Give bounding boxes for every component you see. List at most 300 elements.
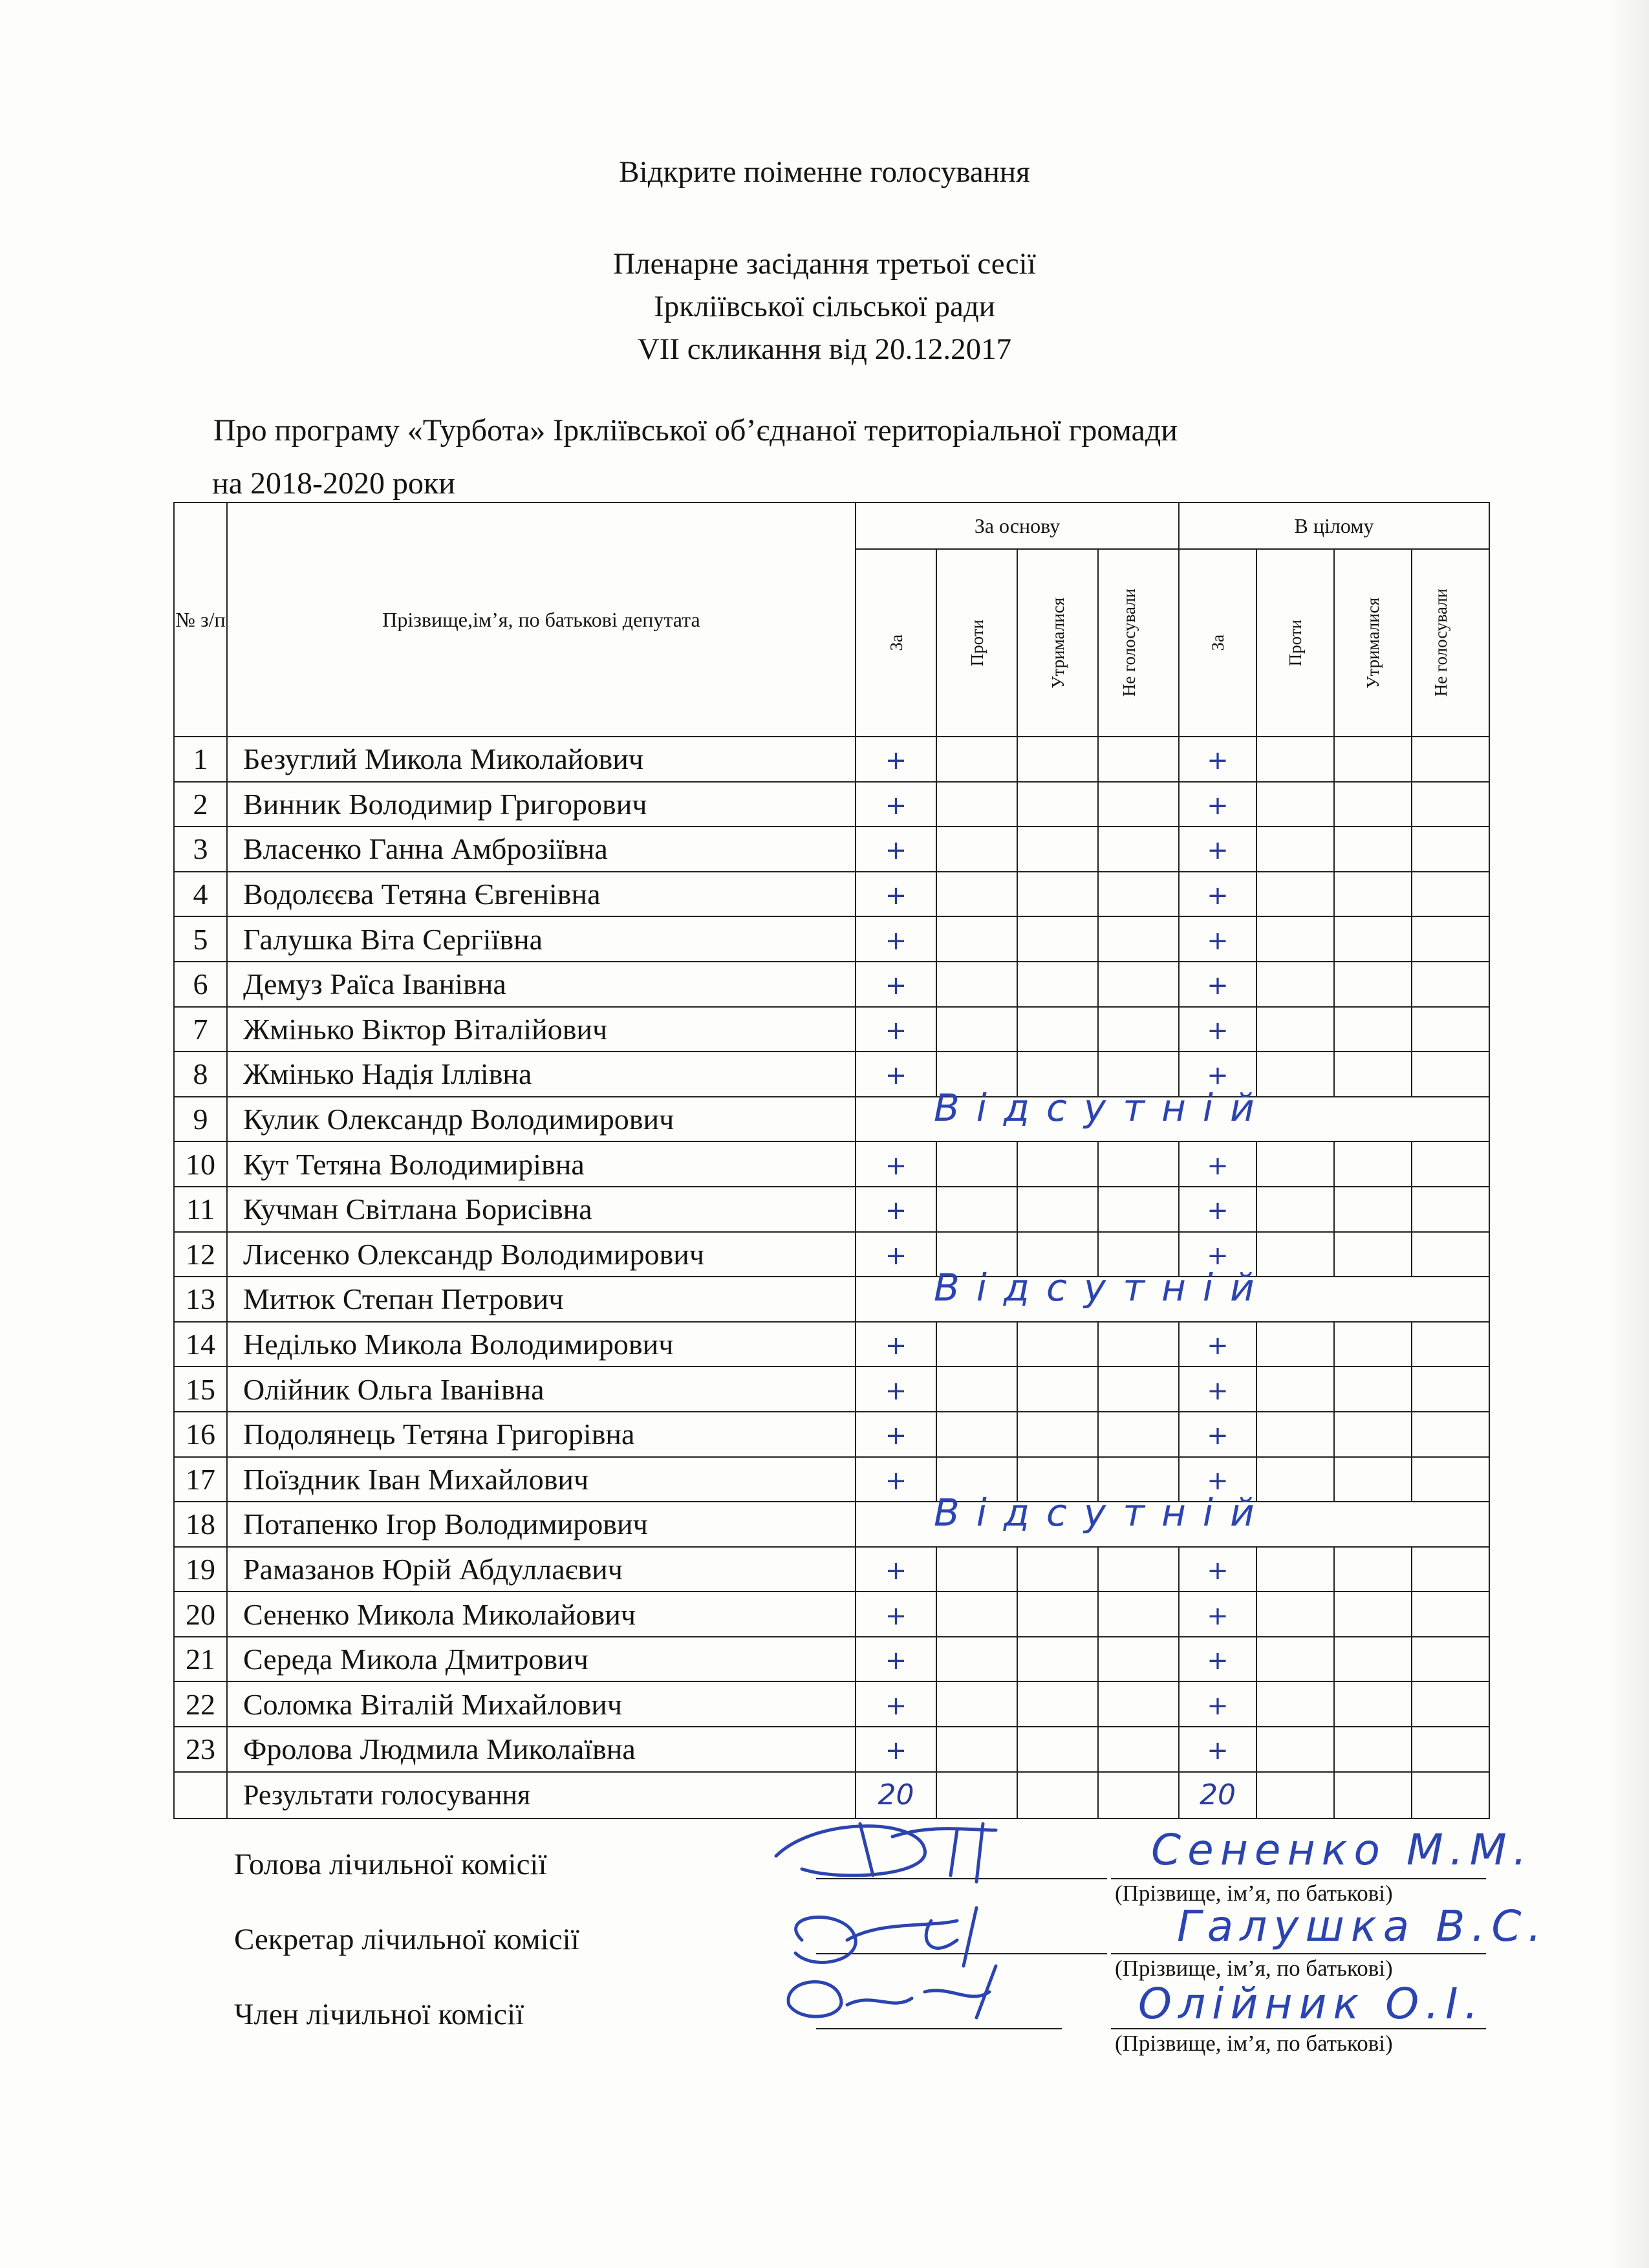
vote-cell-whole: [1334, 1187, 1412, 1232]
vote-cell-whole: [1412, 962, 1489, 1007]
subheader-label: Проти: [967, 619, 987, 667]
vote-cell-whole: [1256, 1637, 1334, 1682]
vote-cell-basis: [936, 1322, 1017, 1367]
vote-cell-whole: [1334, 1412, 1412, 1457]
vote-cell-whole: [1334, 737, 1412, 782]
vote-cell-whole: [1256, 1727, 1334, 1772]
signature-marks: [763, 1811, 1125, 2024]
vote-cell-whole: [1334, 1547, 1412, 1592]
vote-cell-basis: [856, 1547, 936, 1592]
absent-cell: [856, 1085, 1489, 1142]
member-signature: [788, 1966, 996, 2018]
vote-cell-whole: [1256, 916, 1334, 962]
deputy-name: Неділько Микола Володимирович: [227, 1322, 856, 1367]
secretary-name-handwritten: Галушка В.С.: [1177, 1901, 1548, 1951]
vote-cell-basis: [1017, 1187, 1098, 1232]
vote-plus-mark: +: [885, 881, 907, 911]
vote-plus-mark: +: [885, 1150, 907, 1181]
vote-cell-basis: [1017, 1547, 1098, 1592]
vote-cell-basis: [856, 1007, 936, 1052]
member-label: Член лічильної комісії: [234, 1998, 524, 2031]
vote-cell-whole: [1412, 1232, 1489, 1277]
results-cell: [1334, 1772, 1412, 1819]
vote-cell-basis: [936, 782, 1017, 827]
vote-plus-mark: +: [1207, 1601, 1229, 1631]
vote-cell-basis: [936, 1007, 1017, 1052]
row-number: 4: [174, 872, 227, 917]
vote-plus-mark: +: [1207, 1646, 1229, 1676]
deputy-name: Олійник Ольга Іванівна: [227, 1366, 856, 1412]
subheader-basis-3: [1098, 549, 1179, 737]
table-row: [174, 1412, 1489, 1457]
row-number: 22: [174, 1681, 227, 1727]
vote-cell-basis: [1017, 1592, 1098, 1637]
absent-cell: [856, 1266, 1489, 1322]
vote-plus-mark: +: [1207, 925, 1229, 956]
vote-plus-mark: +: [1207, 1465, 1229, 1496]
vote-cell-basis: [1098, 826, 1179, 872]
vote-cell-whole: [1256, 962, 1334, 1007]
vote-plus-mark: +: [885, 925, 907, 956]
secretary-signature: [795, 1908, 976, 1966]
vote-cell-whole: [1179, 1547, 1256, 1592]
vote-plus-mark: +: [885, 1015, 907, 1046]
vote-plus-mark: +: [1207, 836, 1229, 866]
row-number: 1: [174, 737, 227, 782]
vote-plus-mark: +: [1207, 1240, 1229, 1271]
absent-cell: [856, 1491, 1489, 1547]
vote-cell-whole: [1256, 1412, 1334, 1457]
subheader-whole-1: [1256, 549, 1334, 737]
session-line: Пленарне засідання третьої сесії: [613, 247, 1036, 281]
absent-mark: Відсутній: [934, 1491, 1271, 1535]
vote-cell-whole: [1256, 1592, 1334, 1637]
table-row: [174, 1502, 1489, 1547]
subheader-label: Утрималися: [1048, 597, 1068, 689]
vote-cell-whole: [1334, 1637, 1412, 1682]
vote-cell-basis: [1098, 1681, 1179, 1727]
vote-cell-whole: [1179, 737, 1256, 782]
vote-cell-basis: [936, 916, 1017, 962]
vote-cell-whole: [1256, 1547, 1334, 1592]
table-row: [174, 916, 1489, 962]
row-number: 11: [174, 1187, 227, 1232]
vote-cell-basis: [856, 1592, 936, 1637]
vote-cell-whole: [1334, 1366, 1412, 1412]
vote-cell-whole: [1179, 826, 1256, 872]
deputy-name: Водолєєва Тетяна Євгенівна: [227, 872, 856, 917]
vote-cell-whole: [1412, 782, 1489, 827]
vote-plus-mark: +: [885, 971, 907, 1001]
vote-cell-whole: [1334, 1007, 1412, 1052]
vote-plus-mark: +: [885, 1376, 907, 1406]
vote-cell-whole: [1256, 1141, 1334, 1187]
subheader-whole-0: [1179, 549, 1256, 737]
row-number: 16: [174, 1412, 227, 1457]
column-name-header: Прізвище,ім’я, по батькові депутата: [227, 502, 856, 737]
row-number: 18: [174, 1502, 227, 1547]
table-row: [174, 1052, 1489, 1097]
vote-cell-basis: [856, 782, 936, 827]
table-row: [174, 1007, 1489, 1052]
vote-cell-basis: [936, 1141, 1017, 1187]
vote-cell-basis: [1017, 826, 1098, 872]
vote-cell-whole: [1412, 737, 1489, 782]
vote-cell-basis: [856, 1366, 936, 1412]
council-line: Ірклiївської сільської ради: [654, 290, 995, 323]
vote-cell-whole: [1334, 1727, 1412, 1772]
vote-plus-mark: +: [885, 1555, 907, 1586]
vote-cell-basis: [856, 872, 936, 917]
vote-cell-basis: [1098, 1322, 1179, 1367]
vote-cell-basis: [1098, 1547, 1179, 1592]
vote-cell-whole: [1412, 1681, 1489, 1727]
vote-cell-whole: [1256, 1322, 1334, 1367]
vote-cell-whole: [1412, 1547, 1489, 1592]
vote-cell-basis: [936, 1592, 1017, 1637]
vote-plus-mark: +: [1207, 1555, 1229, 1586]
vote-cell-basis: [856, 826, 936, 872]
vote-cell-whole: [1334, 1681, 1412, 1727]
row-number: 20: [174, 1592, 227, 1637]
vote-cell-whole: [1412, 1457, 1489, 1502]
vote-cell-whole: [1412, 826, 1489, 872]
vote-cell-basis: [1017, 1007, 1098, 1052]
vote-plus-mark: +: [1207, 1015, 1229, 1046]
row-number: 13: [174, 1277, 227, 1322]
vote-plus-mark: +: [1207, 746, 1229, 776]
table-row: [174, 1097, 1489, 1142]
chair-signature: [776, 1824, 996, 1882]
vote-plus-mark: +: [1207, 1061, 1229, 1091]
vote-plus-mark: +: [1207, 1736, 1229, 1766]
vote-cell-whole: [1179, 1322, 1256, 1367]
subheader-label: Не голосували: [1431, 589, 1451, 697]
vote-cell-whole: [1179, 962, 1256, 1007]
vote-cell-basis: [936, 872, 1017, 917]
secretary-caption: (Прізвище, ім’я, по батькові): [1115, 1956, 1393, 1981]
vote-cell-basis: [1017, 1141, 1098, 1187]
vote-plus-mark: +: [885, 790, 907, 821]
vote-cell-basis: [1098, 782, 1179, 827]
vote-plus-mark: +: [885, 836, 907, 866]
row-number: 10: [174, 1141, 227, 1187]
vote-plus-mark: +: [1207, 1690, 1229, 1721]
vote-cell-whole: [1256, 1187, 1334, 1232]
vote-cell-whole: [1256, 737, 1334, 782]
vote-cell-whole: [1179, 1412, 1256, 1457]
subheader-whole-3: [1412, 549, 1489, 737]
vote-plus-mark: +: [1207, 1331, 1229, 1361]
deputy-name: Соломка Віталій Михайлович: [227, 1681, 856, 1727]
vote-cell-basis: [1098, 1637, 1179, 1682]
table-row: [174, 1681, 1489, 1727]
vote-cell-basis: [1098, 1412, 1179, 1457]
subheader-label: Не голосували: [1119, 589, 1139, 697]
vote-cell-basis: [856, 1637, 936, 1682]
vote-cell-whole: [1334, 1457, 1412, 1502]
group-basis-header: За основу: [856, 502, 1179, 549]
scan-edge-shadow: [1605, 0, 1649, 2268]
vote-plus-mark: +: [885, 746, 907, 776]
subject-line: Про програму «Турбота» Ірклiївської об’єднаної територіальної громади: [213, 413, 1178, 448]
vote-cell-basis: [936, 962, 1017, 1007]
absent-mark: Відсутній: [934, 1266, 1271, 1310]
vote-cell-whole: [1179, 1681, 1256, 1727]
vote-cell-whole: [1256, 1366, 1334, 1412]
voting-table: [173, 502, 1490, 1819]
vote-cell-whole: [1256, 782, 1334, 827]
deputy-name: Демуз Раїса Іванівна: [227, 962, 856, 1007]
vote-cell-whole: [1412, 1727, 1489, 1772]
vote-cell-basis: [856, 1322, 936, 1367]
member-signature-line: [816, 2028, 1062, 2029]
vote-cell-basis: [1017, 962, 1098, 1007]
chair-label: Голова лічильної комісії: [234, 1848, 547, 1881]
vote-cell-basis: [1098, 1592, 1179, 1637]
subheader-label: Утрималися: [1363, 597, 1383, 689]
vote-cell-basis: [856, 916, 936, 962]
vote-cell-basis: [936, 1366, 1017, 1412]
results-cell: [1412, 1772, 1489, 1819]
deputy-name: Потапенко Ігор Володимирович: [227, 1502, 856, 1547]
row-number: 8: [174, 1052, 227, 1097]
table-row: [174, 1187, 1489, 1232]
deputy-name: Сененко Микола Миколайович: [227, 1592, 856, 1637]
row-number: 15: [174, 1366, 227, 1412]
row-number: 14: [174, 1322, 227, 1367]
table-row: [174, 1366, 1489, 1412]
convocation-date-line: VII скликання від 20.12.2017: [637, 332, 1012, 366]
table-row: [174, 826, 1489, 872]
vote-cell-whole: [1334, 826, 1412, 872]
secretary-label: Секретар лічильної комісії: [234, 1923, 579, 1956]
vote-cell-whole: [1179, 1141, 1256, 1187]
deputy-name: Кулик Олександр Володимирович: [227, 1097, 856, 1142]
vote-plus-mark: +: [885, 1465, 907, 1496]
table-row: [174, 1727, 1489, 1772]
member-name-handwritten: Олійник О.І.: [1138, 1979, 1485, 2029]
vote-cell-basis: [1098, 1141, 1179, 1187]
member-caption: (Прізвище, ім’я, по батькові): [1115, 2031, 1393, 2056]
table-row: [174, 737, 1489, 782]
deputy-name: Жмінько Віктор Віталійович: [227, 1007, 856, 1052]
row-number: 2: [174, 782, 227, 827]
row-number: 6: [174, 962, 227, 1007]
vote-plus-mark: +: [885, 1736, 907, 1766]
table-row: [174, 1592, 1489, 1637]
vote-cell-whole: [1412, 1592, 1489, 1637]
vote-cell-whole: [1412, 1052, 1489, 1097]
vote-cell-basis: [1017, 1412, 1098, 1457]
table-row: [174, 1141, 1489, 1187]
table-row: [174, 962, 1489, 1007]
deputy-name: Рамазанов Юрій Абдуллаєвич: [227, 1547, 856, 1592]
subheader-basis-2: [1017, 549, 1098, 737]
vote-cell-basis: [1098, 872, 1179, 917]
vote-cell-basis: [1017, 916, 1098, 962]
vote-cell-basis: [936, 1637, 1017, 1682]
vote-cell-basis: [856, 1457, 936, 1502]
vote-cell-whole: [1412, 1007, 1489, 1052]
vote-cell-basis: [936, 826, 1017, 872]
row-number: 7: [174, 1007, 227, 1052]
vote-cell-whole: [1256, 1007, 1334, 1052]
vote-cell-whole: [1412, 1141, 1489, 1187]
vote-cell-whole: [1179, 1592, 1256, 1637]
vote-cell-basis: [936, 1681, 1017, 1727]
vote-cell-whole: [1334, 1141, 1412, 1187]
deputy-name: Подолянець Тетяна Григорівна: [227, 1412, 856, 1457]
vote-cell-basis: [1098, 1007, 1179, 1052]
deputy-name: Митюк Степан Петрович: [227, 1277, 856, 1322]
vote-plus-mark: +: [885, 1601, 907, 1631]
vote-plus-mark: +: [885, 1690, 907, 1721]
vote-cell-basis: [856, 737, 936, 782]
vote-cell-basis: [1098, 916, 1179, 962]
vote-cell-whole: [1412, 1366, 1489, 1412]
vote-cell-whole: [1256, 826, 1334, 872]
vote-cell-whole: [1179, 1637, 1256, 1682]
vote-cell-whole: [1256, 872, 1334, 917]
table-row: [174, 1457, 1489, 1502]
deputy-name: Власенко Ганна Амброзіївна: [227, 826, 856, 872]
subheader-label: За: [1208, 634, 1227, 651]
row-number: 19: [174, 1547, 227, 1592]
table-row: [174, 872, 1489, 917]
column-number-header: № з/п: [174, 502, 227, 737]
row-number: 23: [174, 1727, 227, 1772]
vote-plus-mark: +: [885, 1421, 907, 1451]
vote-cell-basis: [856, 1232, 936, 1277]
results-label: Результати голосування: [227, 1772, 856, 1819]
vote-cell-basis: [1017, 1322, 1098, 1367]
table-row: [174, 1637, 1489, 1682]
vote-cell-whole: [1334, 782, 1412, 827]
vote-cell-basis: [1017, 1366, 1098, 1412]
vote-plus-mark: +: [1207, 881, 1229, 911]
vote-cell-basis: [936, 1187, 1017, 1232]
vote-plus-mark: +: [1207, 1421, 1229, 1451]
vote-cell-whole: [1179, 1366, 1256, 1412]
vote-cell-whole: [1412, 872, 1489, 917]
results-cell: [1256, 1772, 1334, 1819]
results-number-cell: [174, 1772, 227, 1819]
table-row: [174, 1322, 1489, 1367]
vote-plus-mark: +: [1207, 1376, 1229, 1406]
deputy-name: Жмінько Надія Іллівна: [227, 1052, 856, 1097]
table-row: [174, 1277, 1489, 1322]
vote-cell-whole: [1412, 916, 1489, 962]
vote-cell-basis: [936, 737, 1017, 782]
deputy-name: Галушка Віта Сергіївна: [227, 916, 856, 962]
vote-plus-mark: +: [885, 1240, 907, 1271]
table-row: [174, 1232, 1489, 1277]
vote-plus-mark: +: [885, 1196, 907, 1226]
vote-cell-whole: [1412, 1187, 1489, 1232]
vote-plus-mark: +: [1207, 1196, 1229, 1226]
vote-cell-basis: [1017, 1727, 1098, 1772]
vote-cell-basis: [856, 1052, 936, 1097]
vote-cell-whole: [1179, 916, 1256, 962]
vote-cell-whole: [1334, 1232, 1412, 1277]
vote-cell-basis: [856, 962, 936, 1007]
document-title: Відкрите поіменне голосування: [619, 155, 1030, 189]
vote-cell-basis: [1017, 872, 1098, 917]
chair-name-line: [1111, 1878, 1486, 1879]
vote-cell-basis: [1017, 1637, 1098, 1682]
vote-cell-basis: [856, 1412, 936, 1457]
row-number: 12: [174, 1232, 227, 1277]
vote-cell-basis: [936, 1727, 1017, 1772]
deputy-name: Поїздник Іван Михайлович: [227, 1457, 856, 1502]
vote-plus-mark: +: [1207, 1150, 1229, 1181]
vote-cell-basis: [1017, 1681, 1098, 1727]
deputy-name: Кучман Світлана Борисівна: [227, 1187, 856, 1232]
subheader-basis-1: [936, 549, 1017, 737]
vote-cell-whole: [1334, 916, 1412, 962]
vote-cell-basis: [1098, 1366, 1179, 1412]
vote-plus-mark: +: [885, 1061, 907, 1091]
deputy-name: Безуглий Микола Миколайович: [227, 737, 856, 782]
subheader-label: Проти: [1286, 619, 1305, 667]
results-cell: [1179, 1772, 1256, 1819]
row-number: 3: [174, 826, 227, 872]
row-number: 9: [174, 1097, 227, 1142]
vote-plus-mark: +: [885, 1331, 907, 1361]
vote-cell-whole: [1256, 1681, 1334, 1727]
vote-cell-whole: [1179, 1187, 1256, 1232]
vote-cell-whole: [1412, 1322, 1489, 1367]
row-number: 17: [174, 1457, 227, 1502]
subject-years: на 2018-2020 роки: [212, 466, 455, 501]
deputy-name: Середа Микола Дмитрович: [227, 1637, 856, 1682]
deputy-name: Кут Тетяна Володимирівна: [227, 1141, 856, 1187]
deputy-name: Фролова Людмила Миколаївна: [227, 1727, 856, 1772]
vote-cell-whole: [1334, 872, 1412, 917]
vote-cell-whole: [1412, 1412, 1489, 1457]
vote-cell-whole: [1179, 1007, 1256, 1052]
vote-cell-whole: [1334, 1322, 1412, 1367]
vote-cell-whole: [1179, 1727, 1256, 1772]
vote-cell-basis: [856, 1681, 936, 1727]
vote-cell-basis: [856, 1141, 936, 1187]
result-basis-value: 20: [878, 1778, 914, 1812]
deputy-name: Лисенко Олександр Володимирович: [227, 1232, 856, 1277]
vote-cell-whole: [1179, 782, 1256, 827]
vote-cell-whole: [1334, 962, 1412, 1007]
vote-cell-basis: [856, 1727, 936, 1772]
vote-plus-mark: +: [1207, 790, 1229, 821]
vote-cell-whole: [1334, 1052, 1412, 1097]
row-number: 5: [174, 916, 227, 962]
vote-cell-basis: [936, 1547, 1017, 1592]
table-row: [174, 1547, 1489, 1592]
subheader-whole-2: [1334, 549, 1412, 737]
vote-plus-mark: +: [1207, 971, 1229, 1001]
result-whole-value: 20: [1200, 1778, 1236, 1812]
secretary-name-line: [1111, 1953, 1486, 1954]
vote-cell-basis: [1098, 737, 1179, 782]
absent-mark: Відсутній: [934, 1085, 1271, 1130]
row-number: 21: [174, 1637, 227, 1682]
chair-caption: (Прізвище, ім’я, по батькові): [1115, 1881, 1393, 1906]
vote-cell-basis: [1098, 1727, 1179, 1772]
vote-cell-whole: [1412, 1637, 1489, 1682]
vote-cell-basis: [1017, 737, 1098, 782]
vote-cell-whole: [1179, 872, 1256, 917]
subheader-label: За: [886, 634, 906, 651]
